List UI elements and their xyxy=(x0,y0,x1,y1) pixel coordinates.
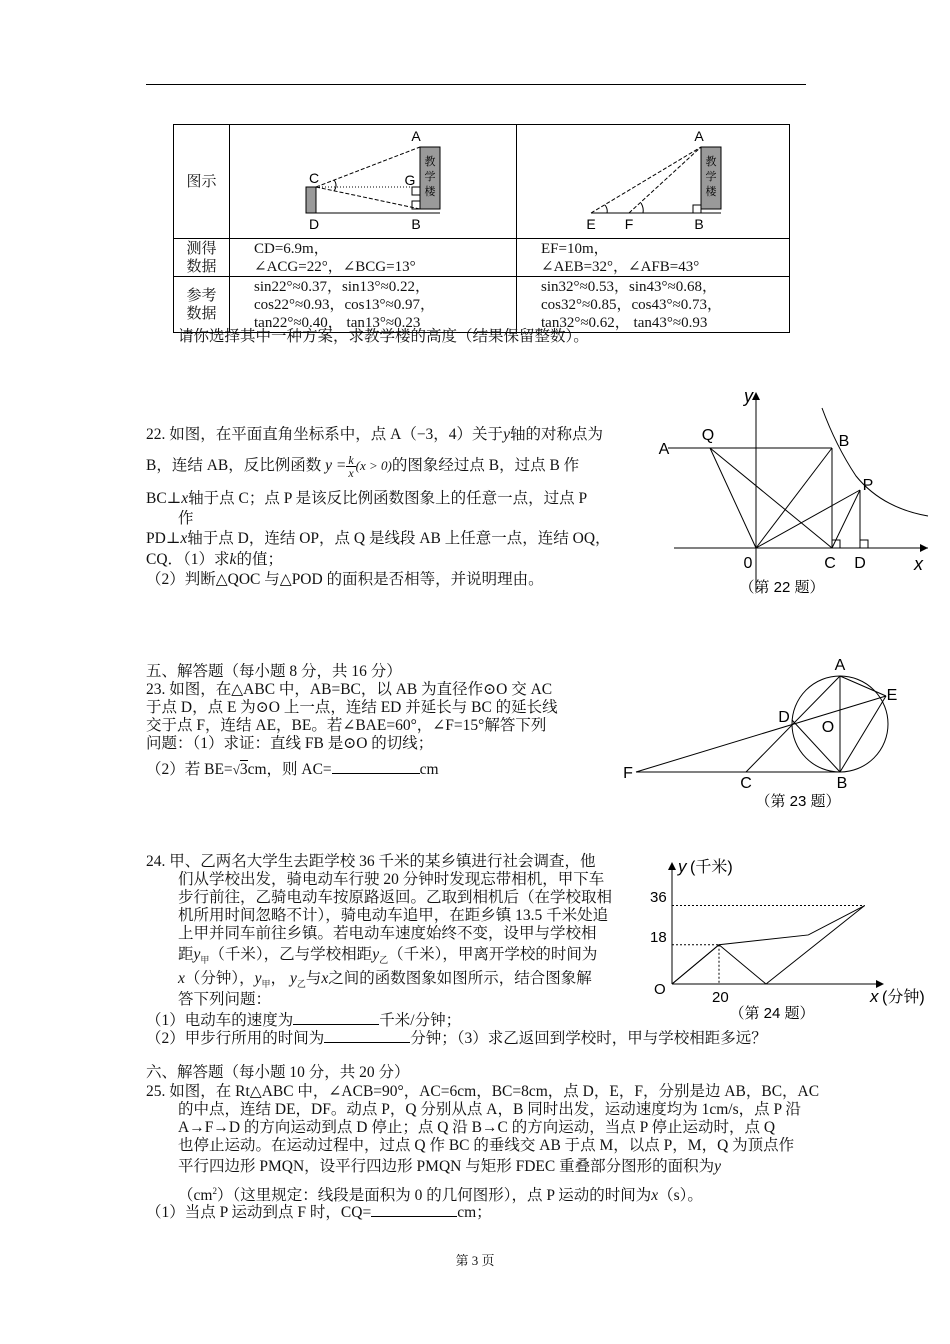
tick-36: 36 xyxy=(650,889,667,906)
angle-arc-e xyxy=(605,205,607,213)
q22-line3: BC⊥x轴于点 C；点 P 是该反比例函数图象上的任意一点，过点 P xyxy=(146,490,588,507)
section6-heading: 六、解答题（每小题 10 分，共 20 分） xyxy=(146,1064,410,1081)
tick-18: 18 xyxy=(650,929,667,946)
scheme1-diagram xyxy=(230,125,516,233)
q22-line2: B，连结 AB，反比例函数 y = $\frac{k}{x}$ (x > 0)的图象经过点 B，过点 B 作 xyxy=(146,452,580,480)
q23-line2: 于点 D，点 E 为⊙O 上一点，连结 ED 并延长与 BC 的延长线 xyxy=(146,699,558,716)
sight-line-cb xyxy=(316,187,420,209)
label-A: A xyxy=(658,441,670,458)
building2-char-2: 学 xyxy=(705,171,717,183)
label-Q: Q xyxy=(701,427,715,444)
q24-line3: 步行前往，乙骑电动车按原路返回。乙取到相机后（在学校取相 xyxy=(178,889,613,906)
label-D: D xyxy=(308,216,320,232)
label-E: E xyxy=(886,687,898,704)
row-label-measured: 测得 数据 xyxy=(174,239,230,277)
building-char-3: 楼 xyxy=(424,186,436,198)
angle-arc-f xyxy=(641,203,643,213)
q25-q1: （1）当点 P 运动到点 F 时，CQ= cm； xyxy=(146,1201,492,1222)
label-O: 0 xyxy=(743,555,753,572)
building-char-1: 教 xyxy=(424,156,436,168)
label-F: F xyxy=(623,765,633,782)
label-G: G xyxy=(404,172,416,188)
label-D: D xyxy=(778,709,790,726)
q22-figure xyxy=(656,386,936,600)
scheme1-figure-cell xyxy=(230,125,517,239)
scheme2-figure-cell xyxy=(517,125,790,239)
q24-line1: 24. 甲、乙两名大学生去距学校 36 千米的某乡镇进行社会调查，他 xyxy=(146,853,596,870)
q24-line8: 答下列问题： xyxy=(178,991,272,1008)
q22-line5: CQ．（1）求k的值； xyxy=(146,551,283,568)
q24-caption: （第 24 题） xyxy=(729,1005,815,1022)
scheme1-reference: sin22°≈0.37，sin13°≈0.22， cos22°≈0.93，cos13°≈0.97， tan22°≈0.40， tan13°≈0.23 xyxy=(230,277,517,333)
q24-chart xyxy=(648,852,938,1028)
label-B: B xyxy=(838,433,850,450)
scheme2-reference: sin32°≈0.53，sin43°≈0.68， cos32°≈0.85，cos43°≈0.73， tan32°≈0.62， tan43°≈0.93 xyxy=(517,277,790,333)
row-label-figure: 图示 xyxy=(174,125,230,239)
label-P: P xyxy=(862,477,874,494)
pole-shape xyxy=(306,187,316,213)
q22-line3b: 作 xyxy=(178,510,194,527)
label-B: B xyxy=(836,775,848,792)
q25-line3: A→F→D 的方向运动到点 D 停止；点 Q 沿 B→C 的方向运动，当点 P 停止运动时，点 Q xyxy=(178,1119,776,1136)
building-char-2: 学 xyxy=(424,171,436,183)
sight-line-fa xyxy=(629,147,701,213)
right-angle-g xyxy=(412,187,420,195)
label-O: O xyxy=(821,719,835,736)
q22-line6: （2）判断△QOC 与△POD 的面积是否相等，并说明理由。 xyxy=(146,571,544,588)
q24-line5: 上甲并同车前往乡镇。若电动车速度始终不变，设甲与学校相 xyxy=(178,925,597,942)
q25-line6: $(cm^2)$（这里规定：线段是面积为 0 的几何图形），点 P 运动的时间为x（s）。 xyxy=(178,1186,703,1205)
header-rule xyxy=(146,84,806,85)
label-x: x xyxy=(914,554,923,574)
section5-heading: 五、解答题（每小题 8 分，共 16 分） xyxy=(146,663,402,680)
label-D: D xyxy=(854,555,866,572)
y-axis-unit: (千米) xyxy=(690,859,733,876)
q23-caption: （第 23 题） xyxy=(755,793,841,810)
label-B: B xyxy=(411,216,421,232)
label-C: C xyxy=(740,775,752,792)
scheme2-measured: EF=10m， ∠AEB=32°，∠AFB=43° xyxy=(517,239,790,277)
hyperbola xyxy=(822,408,928,516)
page-footer: 第 3 页 xyxy=(455,1253,495,1268)
q25-line5: 平行四边形 PMQN，设平行四边形 PMQN 与矩形 FDEC 重叠部分图形的面积为y xyxy=(178,1158,721,1175)
label-C: C xyxy=(824,555,836,572)
line-AE xyxy=(840,676,886,696)
q24-q1: （1）电动车的速度为 千米/分钟； xyxy=(146,1009,461,1030)
q23-line5: （2）若 BE=√3cm，则 AC= cm xyxy=(146,758,439,779)
label-A: A xyxy=(411,128,421,144)
q24-line2: 们从学校出发，骑电动车行驶 20 分钟时发现忘带相机，甲下车 xyxy=(178,871,605,888)
q23-line1: 23. 如图，在△ABC 中，AB=BC，以 AB 为直径作⊙O 交 AC xyxy=(146,681,553,698)
q25-line1: 25. 如图，在 Rt△ABC 中，∠ACB=90°，AC=6cm，BC=8cm，点 D，E，F，分别是边 AB，BC，AC xyxy=(146,1083,820,1100)
sight-line-ea xyxy=(591,147,701,213)
label-A2: A xyxy=(694,128,704,144)
q22-caption: （第 22 题） xyxy=(739,579,825,596)
scheme2-diagram xyxy=(517,125,789,233)
q22-line1: 22. 如图，在平面直角坐标系中，点 A（−3，4）关于y轴的对称点为 xyxy=(146,426,603,443)
origin-label: O xyxy=(654,981,666,998)
right-angle-b2 xyxy=(693,205,701,213)
q24-line7: x（分钟），$y_甲$， $y_乙$与x之间的函数图象如图所示，结合图象解 xyxy=(178,970,592,990)
q23-line3: 交于点 F，连结 AE，BE。若∠BAE=60°，∠F=15°解答下列 xyxy=(146,717,547,734)
label-E: E xyxy=(586,216,596,232)
label-A: A xyxy=(834,657,846,674)
tick-20: 20 xyxy=(712,989,729,1006)
angle-arc xyxy=(334,180,336,191)
q24-line6: 距$y_甲$（千米），乙与学校相距$y_乙$（千米），甲离开学校的时间为 xyxy=(178,946,598,966)
q22-line4: PD⊥x轴于点 D，连结 OP，点 Q 是线段 AB 上任意一点，连结 OQ， xyxy=(146,530,611,547)
label-B2: B xyxy=(694,216,704,232)
label-y: y xyxy=(744,386,753,406)
label-F: F xyxy=(624,216,634,232)
x-axis-var: x xyxy=(870,987,879,1006)
row-label-reference: 参考 数据 xyxy=(174,277,230,333)
building2-char-1: 教 xyxy=(705,156,717,168)
chart-marks xyxy=(672,906,865,984)
label-C: C xyxy=(308,170,320,186)
building2-char-3: 楼 xyxy=(705,186,717,198)
y-axis-var: y xyxy=(678,857,687,876)
q23-figure xyxy=(616,652,906,814)
q24-line4: 机所用时间忽略不计），骑电动车追甲，在距乡镇 13.5 千米处追 xyxy=(178,907,609,924)
measurement-table xyxy=(173,124,790,333)
q25-line4: 也停止运动。在运动过程中，过点 Q 作 BC 的垂线交 AB 于点 M，以点 P，M，Q 为顶点作 xyxy=(178,1137,795,1154)
q23-line4: 问题：（1）求证：直线 FB 是⊙O 的切线； xyxy=(146,735,434,752)
q25-line2: 的中点，连结 DE，DF。动点 P，Q 分别从点 A，B 同时出发，运动速度均为 1cm/s，点 P 沿 xyxy=(178,1101,801,1118)
line-FE xyxy=(636,696,886,772)
scheme1-measured: CD=6.9m， ∠ACG=22°，∠BCG=13° xyxy=(230,239,517,277)
x-axis-unit: (分钟) xyxy=(882,989,925,1006)
q21-instruction: 请你选择其中一种方案，求教学楼的高度（结果保留整数）。 xyxy=(178,328,589,345)
q24-q2: （2）甲步行所用的时间为 分钟；（3）求乙返回到学校时，甲与学校相距多远？ xyxy=(146,1027,767,1048)
